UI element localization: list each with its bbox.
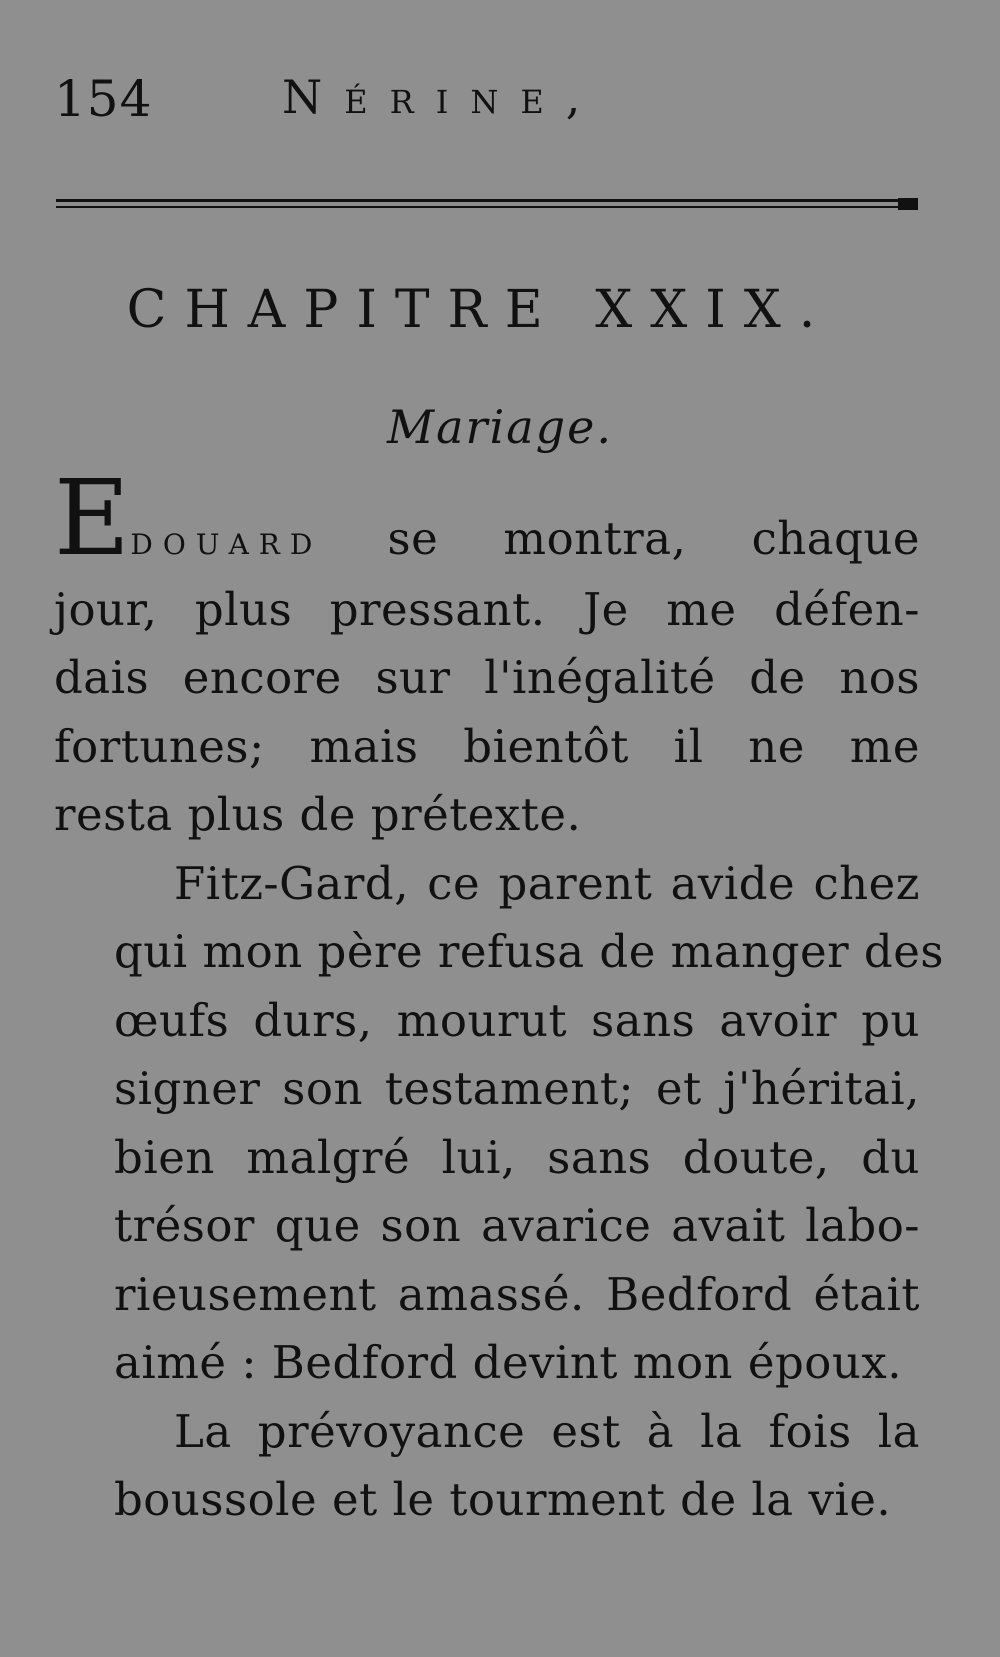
text-line: trésor que son avarice avait labo- [114, 1199, 920, 1252]
small-caps-word: douard [130, 518, 323, 564]
paragraph-1 [54, 457, 920, 850]
text-line: Edouard se montra, chaque [54, 457, 920, 579]
text-line: La prévoyance est à la fois la [174, 1404, 920, 1458]
text-line: dais encore sur l'inégalité de nos [54, 651, 920, 704]
paragraph-3 [54, 1398, 920, 1535]
text-line: boussole et le tourment de la vie. [114, 1473, 892, 1526]
text-line: bien malgré lui, sans doute, du [114, 1130, 920, 1184]
text-line: jour, plus pressant. Je me défen- [54, 582, 920, 636]
header-rule [56, 198, 918, 212]
text-line: œufs durs, mourut sans avoir pu [114, 993, 920, 1047]
text-line: resta plus de prétexte. [54, 788, 582, 841]
text-line: aimé : Bedford devint mon époux. [114, 1336, 903, 1389]
drop-cap: E [54, 457, 131, 579]
running-title: Nérine, [282, 70, 603, 124]
text-line: rieusement amassé. Bedford était [114, 1267, 920, 1321]
page-number: 154 [54, 70, 153, 128]
text-line: fortunes; mais bientôt il ne me [54, 719, 920, 773]
body-text [54, 457, 944, 1535]
text-line: qui mon père refusa de manger des [114, 925, 944, 978]
chapter-title: CHAPITRE XXIX. [126, 280, 834, 340]
text-line: signer son testament; et j'héritai, [114, 1062, 920, 1115]
text-line: Fitz-Gard, ce parent avide chez [174, 856, 920, 910]
page-header [54, 60, 934, 140]
chapter-subtitle: Mariage. [387, 400, 613, 454]
paragraph-2 [54, 850, 944, 1398]
